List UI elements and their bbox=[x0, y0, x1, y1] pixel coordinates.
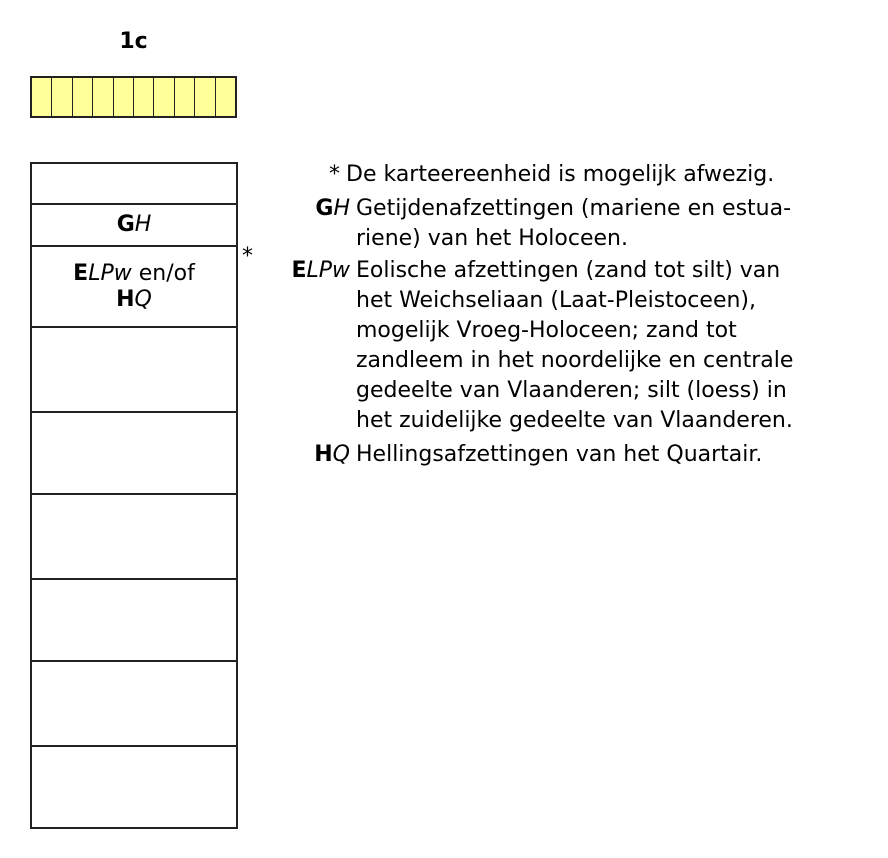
legend-line: zandleem in het noordelijke en centrale bbox=[356, 348, 794, 373]
column-row-elpw-hq bbox=[32, 247, 236, 328]
legend-line: gedeelte van Vlaanderen; silt (loess) in bbox=[356, 378, 787, 403]
strip-cell bbox=[154, 78, 174, 116]
column-row-9 bbox=[32, 747, 236, 827]
legend-line: Getijdenafzettingen (mariene en estua- bbox=[356, 196, 792, 221]
legend-line: het Weichseliaan (Laat-Pleistoceen), bbox=[356, 288, 756, 313]
legend-entry-gh bbox=[260, 194, 870, 254]
gh-bold: G bbox=[315, 196, 334, 221]
column-row-1 bbox=[32, 164, 236, 205]
legend-line: De karteereenheid is mogelijk afwezig. bbox=[346, 162, 775, 187]
legend-code-hq bbox=[260, 440, 356, 470]
possibly-absent-mark: * bbox=[242, 244, 253, 269]
legend-entry-star bbox=[260, 160, 870, 190]
gh-code-bold: G bbox=[116, 212, 135, 237]
legend-entry-hq bbox=[260, 440, 870, 470]
legend-code-star bbox=[260, 160, 346, 190]
legend-line: Eolische afzettingen (zand tot silt) van bbox=[356, 258, 781, 283]
elpw-code-italic: LPw bbox=[88, 260, 132, 286]
column-row-6 bbox=[32, 495, 236, 580]
column-row-4 bbox=[32, 328, 236, 413]
hq-italic: Q bbox=[332, 442, 350, 467]
strip-cell bbox=[175, 78, 195, 116]
strip-cell bbox=[114, 78, 134, 116]
legend-desc-elpw bbox=[356, 256, 856, 436]
column-row-7 bbox=[32, 580, 236, 662]
map-unit-title: 1c bbox=[119, 29, 148, 54]
yellow-color-strip bbox=[30, 76, 237, 118]
legend-desc-hq bbox=[356, 440, 856, 470]
column-row-5 bbox=[32, 413, 236, 495]
strip-cell bbox=[216, 78, 235, 116]
stratigraphic-column bbox=[30, 162, 238, 829]
strip-cell bbox=[52, 78, 72, 116]
legend-line: Hellingsafzettingen van het Quartair. bbox=[356, 442, 763, 467]
legend-line: het zuidelijke gedeelte van Vlaanderen. bbox=[356, 408, 793, 433]
legend-line bbox=[316, 224, 856, 254]
legend-desc-star bbox=[346, 160, 846, 190]
strip-cell bbox=[134, 78, 154, 116]
elpw-bold: E bbox=[291, 258, 307, 283]
hq-bold: H bbox=[314, 442, 333, 467]
hq-code-bold: H bbox=[116, 286, 135, 312]
strip-cell bbox=[73, 78, 93, 116]
star-symbol: * bbox=[329, 162, 340, 187]
elpw-code-bold: E bbox=[73, 260, 89, 286]
legend-line: mogelijk Vroeg-Holoceen; zand tot bbox=[356, 318, 737, 343]
strip-cell bbox=[93, 78, 113, 116]
elpw-italic: LPw bbox=[306, 258, 350, 283]
gh-code-italic: H bbox=[134, 212, 152, 237]
legend-desc-gh bbox=[356, 194, 856, 254]
legend-line-text: riene) van het Holoceen. bbox=[356, 226, 628, 251]
column-row-8 bbox=[32, 662, 236, 747]
legend-entry-elpw bbox=[260, 256, 870, 436]
column-row-gh bbox=[32, 205, 236, 247]
legend bbox=[260, 160, 870, 470]
elpw-connector: en/of bbox=[131, 260, 195, 286]
strip-cell bbox=[195, 78, 215, 116]
legend-code-elpw bbox=[230, 256, 356, 436]
gh-italic: H bbox=[333, 196, 350, 221]
hq-code-italic: Q bbox=[134, 286, 152, 312]
strip-cell bbox=[32, 78, 52, 116]
